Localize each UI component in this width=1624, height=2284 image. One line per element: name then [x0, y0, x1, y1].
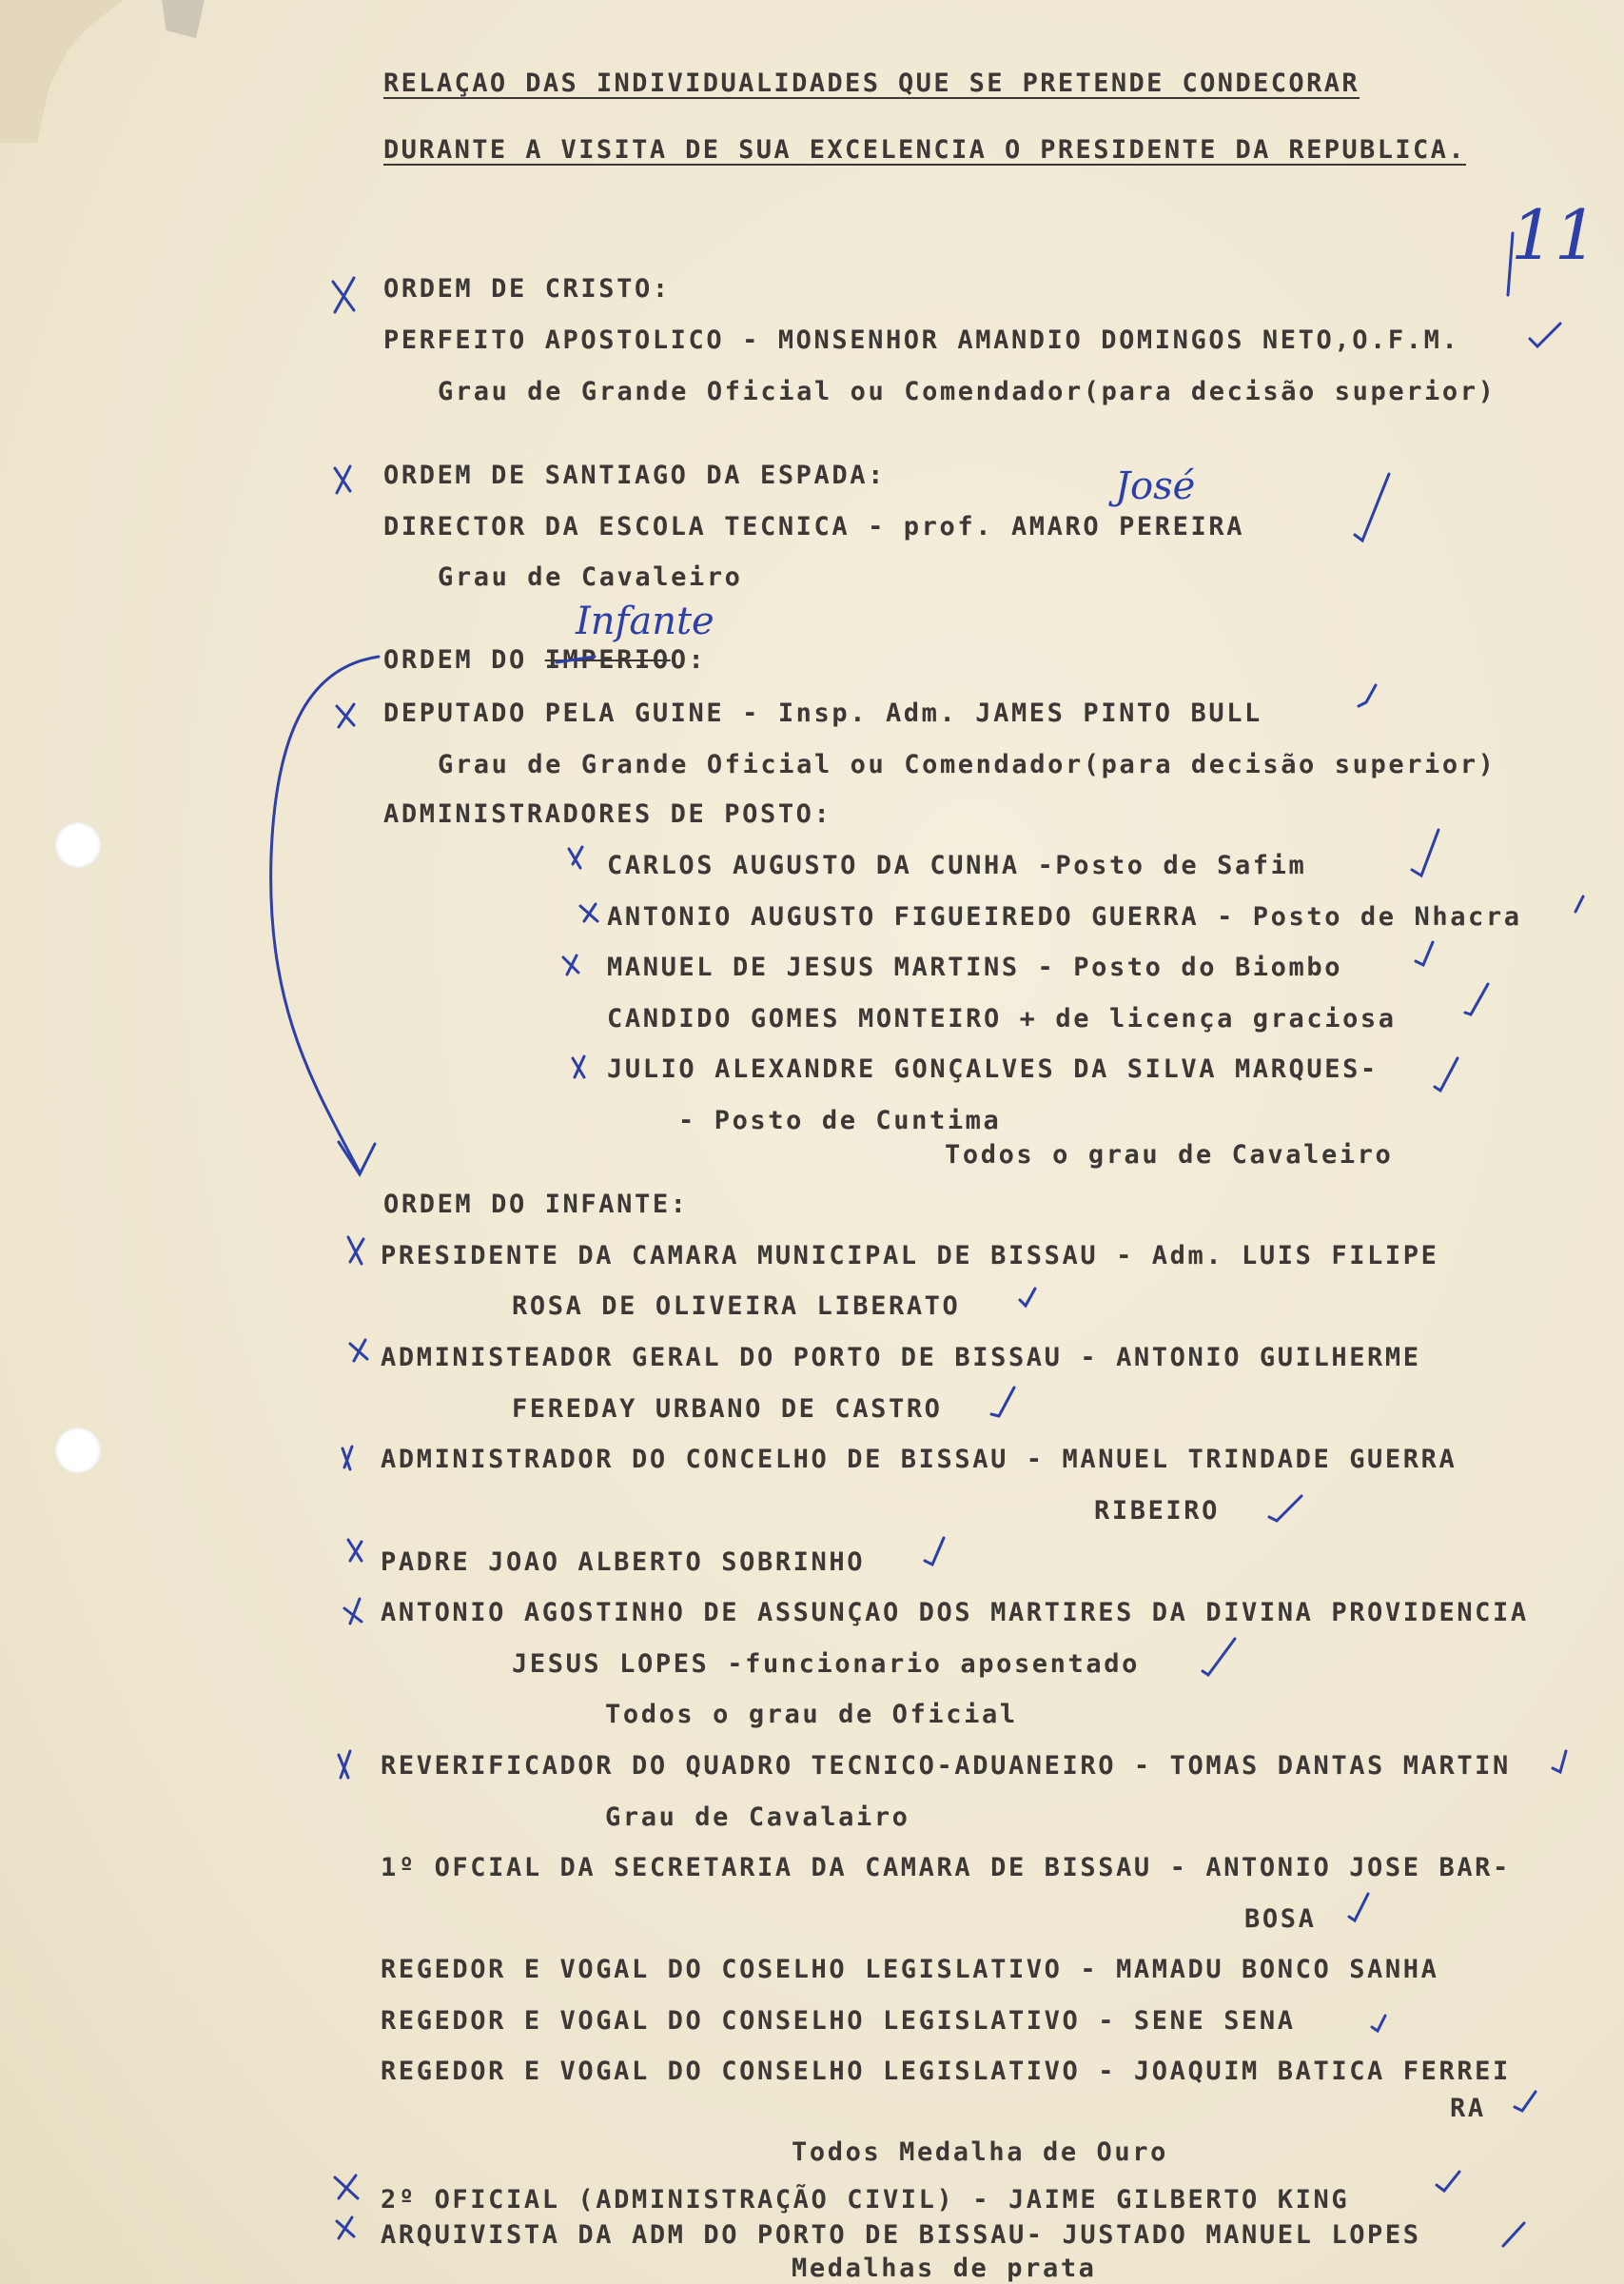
- tick-mark-icon: [925, 1538, 944, 1565]
- grade-line: Todos o grau de Oficial: [605, 1700, 1018, 1729]
- list-item: CANDIDO GOMES MONTEIRO + de licença graciosa: [607, 1004, 1397, 1034]
- entry-line: 1º OFCIAL DA SECRETARIA DA CAMARA DE BISSAU - ANTONIO JOSE BAR-: [381, 1853, 1511, 1882]
- entry-line: REGEDOR E VOGAL DO CONSELHO LEGISLATIVO - SENE SENA: [381, 2006, 1296, 2036]
- arrow-line-icon: [271, 657, 379, 1172]
- tick-mark-icon: [1349, 1894, 1368, 1920]
- arrow-head-icon: [339, 1142, 375, 1174]
- tick-mark-icon: [1503, 2223, 1524, 2246]
- cross-mark-icon: [342, 1447, 352, 1469]
- entry-line: ADMINISTRADOR DO CONCELHO DE BISSAU - MANUEL TRINDADE GUERRA: [381, 1445, 1458, 1474]
- strike-stroke: [557, 657, 595, 662]
- tick-mark-icon: [1020, 1289, 1035, 1306]
- cross-mark-icon: [569, 847, 582, 868]
- entry-line-cont: JESUS LOPES -funcionario aposentado: [512, 1649, 1140, 1679]
- list-item: CARLOS AUGUSTO DA CUNHA -Posto de Safim: [607, 851, 1307, 880]
- cross-mark-icon: [335, 2176, 358, 2198]
- tick-mark-icon: [1372, 2016, 1385, 2031]
- entry-line-cont: FEREDAY URBANO DE CASTRO: [512, 1394, 943, 1424]
- cross-mark-icon: [580, 904, 597, 921]
- subsection-administradores: ADMINISTRADORES DE POSTO:: [383, 799, 832, 829]
- tick-mark-icon: [1437, 2172, 1459, 2191]
- page-number: 11: [1511, 195, 1598, 275]
- entry-line: ANTONIO AGOSTINHO DE ASSUNÇAO DOS MARTIRES DA DIVINA PROVIDENCIA: [381, 1598, 1529, 1627]
- entry-line: DIRECTOR DA ESCOLA TECNICA - prof. AMARO PEREIRA: [383, 512, 1245, 541]
- tick-mark-icon: [1269, 1496, 1301, 1521]
- cross-mark-icon: [350, 1340, 367, 1361]
- tick-mark-icon: [1435, 1058, 1458, 1091]
- grade-line: Grau de Cavalairo: [605, 1802, 910, 1832]
- cross-mark-icon: [348, 1237, 363, 1264]
- section-ordem-santiago: ORDEM DE SANTIAGO DA ESPADA:: [383, 461, 886, 490]
- tick-mark-icon: [1575, 896, 1583, 912]
- entry-line-cont: RIBEIRO: [1094, 1496, 1220, 1526]
- tick-mark-icon: [1412, 830, 1438, 876]
- tick-mark-icon: [1553, 1751, 1566, 1772]
- section-suffix: O:: [670, 645, 707, 675]
- list-item: ANTONIO AUGUSTO FIGUEIREDO GUERRA - Posto de Nhacra: [607, 902, 1522, 932]
- entry-line: REGEDOR E VOGAL DO COSELHO LEGISLATIVO - MAMADU BONCO SANHA: [381, 1955, 1439, 1984]
- list-item: MANUEL DE JESUS MARTINS - Posto do Biombo: [607, 953, 1343, 982]
- tick-mark-icon: [991, 1388, 1014, 1416]
- handwritten-jose: José: [1115, 464, 1196, 508]
- cross-mark-icon: [348, 1540, 362, 1561]
- entry-line: ADMINISTEADOR GERAL DO PORTO DE BISSAU - ANTONIO GUILHERME: [381, 1343, 1421, 1372]
- section-label: ORDEM DO: [383, 645, 527, 675]
- entry-line: REVERIFICADOR DO QUADRO TECNICO-ADUANEIRO - TOMAS DANTAS MARTIN: [381, 1751, 1511, 1781]
- cross-mark-icon: [333, 278, 354, 312]
- cross-mark-icon: [344, 1599, 362, 1624]
- section-ordem-infante: ORDEM DO INFANTE:: [383, 1190, 689, 1219]
- tick-mark-icon: [1416, 942, 1433, 965]
- entry-line: PERFEITO APOSTOLICO - MONSENHOR AMANDIO DOMINGOS NETO,O.F.M.: [383, 325, 1460, 355]
- entry-line: REGEDOR E VOGAL DO CONSELHO LEGISLATIVO - JOAQUIM BATICA FERREI: [381, 2057, 1511, 2086]
- tick-mark-icon: [1530, 324, 1560, 346]
- grade-line: Grau de Cavaleiro: [438, 562, 743, 592]
- list-item-cont: - Posto de Cuntima: [678, 1106, 1002, 1135]
- grade-line: Todos o grau de Cavaleiro: [945, 1140, 1394, 1170]
- entry-line-cont: BOSA: [1244, 1904, 1317, 1934]
- document-title-line-1: RELAÇAO DAS INDIVIDUALIDADES QUE SE PRETENDE CONDECORAR: [383, 69, 1360, 98]
- entry-line: 2º OFICIAL (ADMINISTRAÇÃO CIVIL) - JAIME GILBERTO KING: [381, 2185, 1350, 2215]
- page-number-stroke: [1508, 233, 1513, 295]
- tick-mark-icon: [1515, 2092, 1536, 2111]
- cross-mark-icon: [337, 2217, 354, 2238]
- section-ordem-de-cristo: ORDEM DE CRISTO:: [383, 274, 671, 304]
- entry-line: PRESIDENTE DA CAMARA MUNICIPAL DE BISSAU - Adm. LUIS FILIPE: [381, 1241, 1439, 1270]
- cross-mark-icon: [563, 955, 578, 975]
- tick-mark-icon: [1203, 1639, 1235, 1675]
- cross-mark-icon: [573, 1056, 584, 1077]
- document-title-line-2: DURANTE A VISITA DE SUA EXCELENCIA O PRESIDENTE DA REPUBLICA.: [383, 135, 1466, 165]
- cross-mark-icon: [337, 704, 354, 727]
- entry-line: ARQUIVISTA DA ADM DO PORTO DE BISSAU- JUSTADO MANUEL LOPES: [381, 2220, 1421, 2250]
- tick-mark-icon: [1465, 984, 1488, 1014]
- cross-mark-icon: [335, 466, 350, 493]
- entry-line-cont: ROSA DE OLIVEIRA LIBERATO: [512, 1291, 961, 1321]
- list-item: JULIO ALEXANDRE GONÇALVES DA SILVA MARQUES-: [607, 1054, 1379, 1084]
- entry-line: DEPUTADO PELA GUINE - Insp. Adm. JAMES PINTO BULL: [383, 699, 1262, 728]
- grade-line: Grau de Grande Oficial ou Comendador(para decisão superior): [438, 750, 1497, 779]
- handwritten-infante: Infante: [576, 600, 714, 643]
- tick-mark-icon: [1359, 685, 1376, 706]
- tick-mark-icon: [1355, 474, 1389, 541]
- grade-line: Todos Medalha de Ouro: [792, 2137, 1168, 2167]
- entry-line-cont: RA: [1450, 2094, 1486, 2123]
- struck-word: IMPERIO: [544, 645, 671, 675]
- cross-mark-icon: [339, 1751, 350, 1778]
- grade-line: Medalhas de prata: [792, 2254, 1097, 2283]
- grade-line: Grau de Grande Oficial ou Comendador(para decisão superior): [438, 377, 1497, 406]
- entry-line: PADRE JOAO ALBERTO SOBRINHO: [381, 1547, 866, 1577]
